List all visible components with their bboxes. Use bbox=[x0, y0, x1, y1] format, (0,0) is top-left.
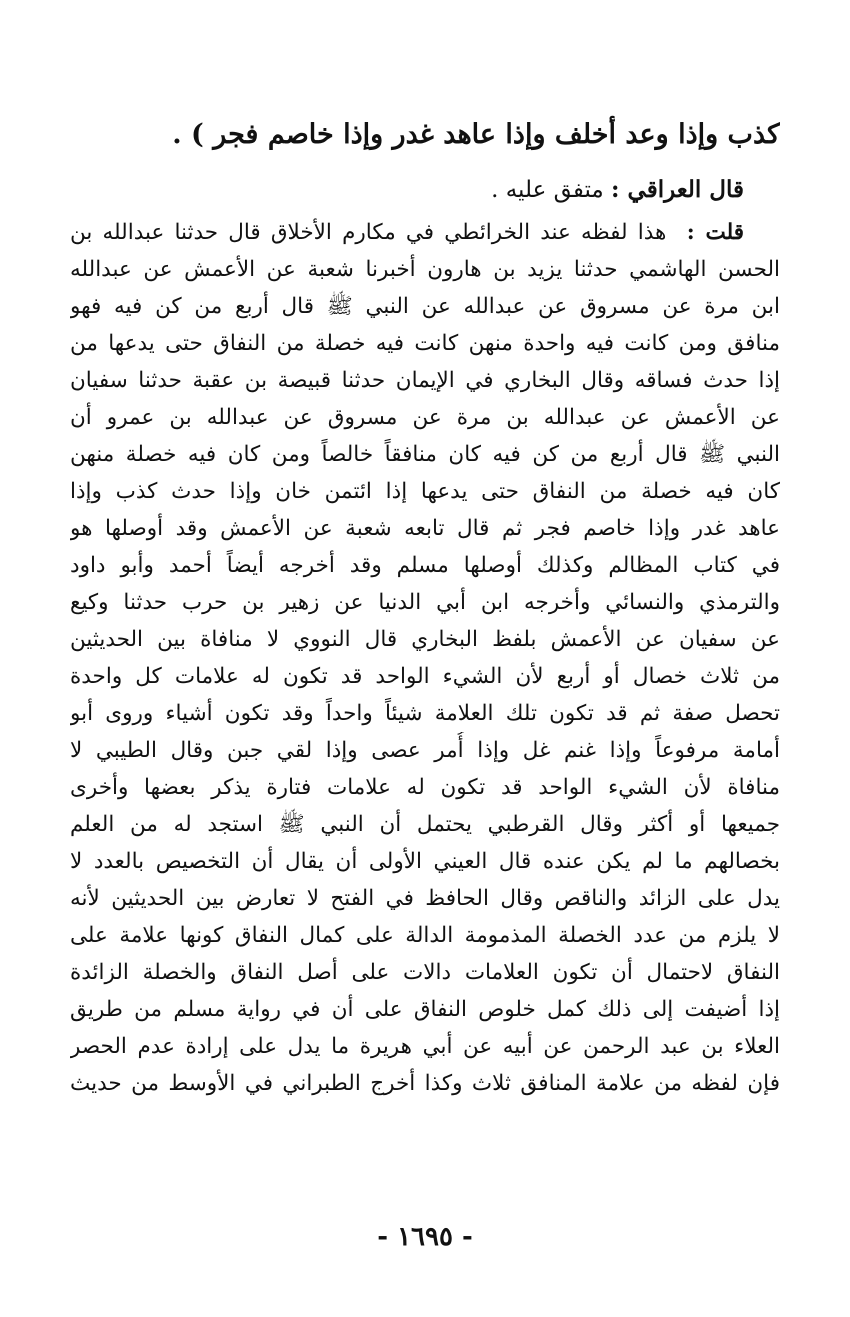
text-line: النبي ﷺ قال أربع من كن فيه كان منافقاً خالصاً ومن كان فيه خصلة منهن bbox=[70, 442, 780, 467]
text-line: النفاق لاحتمال أن تكون العلامات دالات على أصل النفاق والخصلة الزائدة bbox=[70, 960, 780, 985]
text-line: من ثلاث خصال أو أربع لأن الشيء الواحد قد تكون له علامات كل واحدة bbox=[70, 664, 780, 689]
heading-line: كذب وإذا وعد أخلف وإذا عاهد غدر وإذا خاصم فجر ) . bbox=[172, 119, 780, 150]
text-line: إذا أضيفت إلى ذلك كمل خلوص النفاق على أن في رواية مسلم من طريق bbox=[70, 997, 780, 1022]
text-line: يدل على الزائد والناقص وقال الحافظ في الفتح لا تعارض بين الحديثين لأنه bbox=[70, 886, 780, 911]
text-line: فإن لفظه من علامة المنافق ثلاث وكذا أخرج الطبراني في الأوسط من حديث bbox=[70, 1071, 780, 1096]
text-line: إذا حدث فساقه وقال البخاري في الإيمان حدثنا قبيصة بن عقبة حدثنا سفيان bbox=[70, 368, 780, 393]
text-line: كان فيه خصلة من النفاق حتى يدعها إذا ائتمن خان وإذا حدث كذب وإذا bbox=[70, 479, 780, 504]
text-line: منافق ومن كانت فيه واحدة منهن كانت فيه خصلة من النفاق حتى يدعها من bbox=[70, 331, 780, 356]
text-line: جميعها أو أكثر وقال القرطبي يحتمل أن النبي ﷺ استجد له من العلم bbox=[70, 812, 780, 837]
commentary-lead: قلت : bbox=[686, 220, 745, 245]
text-line: العلاء بن عبد الرحمن عن أبيه عن أبي هريرة ما يدل على إرادة عدم الحصر bbox=[70, 1034, 780, 1059]
text-line bbox=[70, 214, 780, 251]
page-number: - ١٦٩٥ - bbox=[377, 1222, 473, 1252]
text-line: تحصل صفة ثم قد تكون تلك العلامة شيئاً واحداً وقد تكون أشياء وروى أبو bbox=[70, 701, 780, 726]
text-line: عاهد غدر وإذا خاصم فجر ثم قال تابعه شعبة عن الأعمش وقد أوصلها هو bbox=[70, 516, 780, 541]
text-line: بخصالهم ما لم يكن عنده قال العيني الأولى أن يقال أن التخصيص بالعدد لا bbox=[70, 849, 780, 874]
text-line-content: هذا لفظه عند الخرائطي في مكارم الأخلاق قال حدثنا عبدالله بن bbox=[70, 220, 667, 245]
text-line: عن سفيان عن الأعمش بلفظ البخاري قال النووي لا منافاة بين الحديثين bbox=[70, 627, 780, 652]
text-line: عن الأعمش عن عبدالله بن مرة عن مسروق عن عبدالله بن عمرو أن bbox=[70, 405, 780, 430]
text-line: أمامة مرفوعاً وإذا غنم غل وإذا أُمر عصى وإذا لقي جبن وقال الطيبي لا bbox=[70, 738, 780, 763]
text-line: والترمذي والنسائي وأخرجه ابن أبي الدنيا عن زهير بن حرب حدثنا وكيع bbox=[70, 590, 780, 615]
text-line: لا يلزم من عدد الخصلة المذمومة الدالة على كمال النفاق كونها علامة على bbox=[70, 923, 780, 948]
text-line: في كتاب المظالم وكذلك أوصلها مسلم وقد أخرجه أيضاً أحمد وأبو داود bbox=[70, 553, 780, 578]
iraqi-text: متفق عليه . bbox=[491, 177, 604, 203]
iraqi-note bbox=[70, 170, 780, 210]
text-line: الحسن الهاشمي حدثنا يزيد بن هارون أخبرنا شعبة عن الأعمش عن عبدالله bbox=[70, 257, 780, 282]
iraqi-lead: قال العراقي : bbox=[611, 176, 744, 203]
commentary-text bbox=[70, 214, 780, 1102]
text-line: منافاة لأن الشيء الواحد قد تكون له علامات فتارة يذكر بعضها وأخرى bbox=[70, 775, 780, 800]
page-content bbox=[70, 110, 780, 1197]
text-line: ابن مرة عن مسروق عن عبدالله عن النبي ﷺ قال أربع من كن فيه فهو bbox=[70, 294, 780, 319]
